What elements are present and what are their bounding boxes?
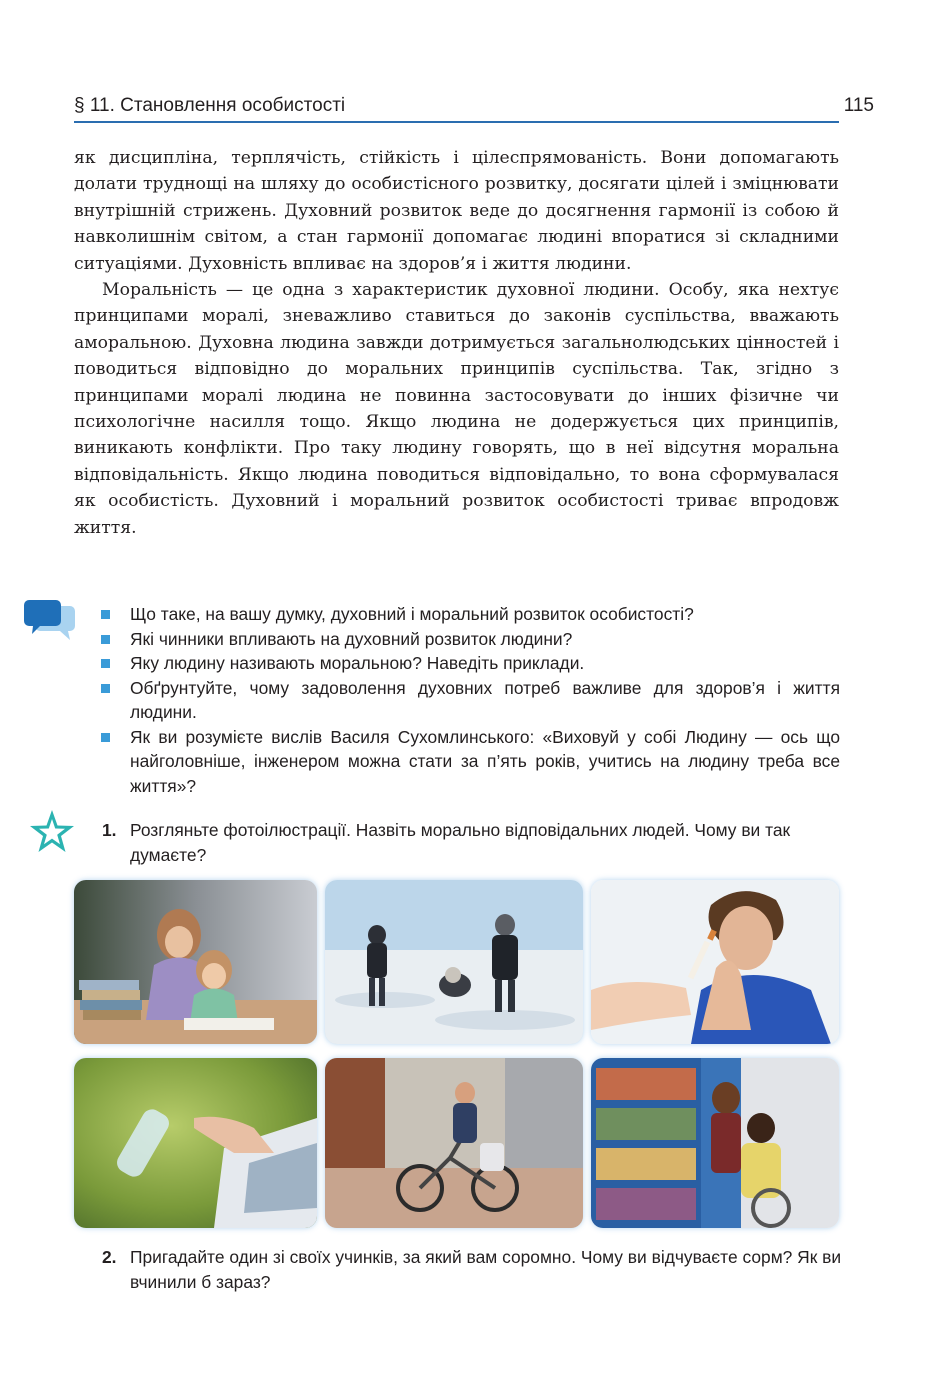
photo-cyclist-with-phone bbox=[325, 1058, 583, 1228]
bullet-icon bbox=[101, 684, 110, 693]
bullet-icon bbox=[101, 610, 110, 619]
question-item: Обґрунтуйте, чому задоволення духовних потреб важливе для здоров’я і життя людини. bbox=[100, 676, 840, 725]
section-title: § 11. Становлення особистості bbox=[74, 95, 346, 116]
paragraph-2: Моральність — це одна з характеристик духовної людини. Особу, яка нехтує принципами моралі, зневажливо ставиться до законів суспільства, вважають аморальною. Духовна людина завжди дотримується загальнолюдських цінностей і поводиться відповідно до моральних принципів суспільства. Так, згідно з принципами моралі людина не повинна застосовувати до інших фізичне чи психологічне насилля тощо. Якщо людина не додержується цих принципів, виникають конфлікти. Про таку людину говорять, що в неї відсутня моральна відповідальність. Якщо людина поводиться відповідально, то вона сформувалася як особистість. Духовний і моральний розвиток особистості триває впродовж життя. bbox=[74, 280, 839, 538]
photo-bottle-thrown-from-car bbox=[74, 1058, 317, 1228]
question-item: Як ви розумієте вислів Василя Сухомлинського: «Виховуй у собі Людину — ось що найголовніше, інженером можна стати за п’ять років, учитись на людину треба все життя»? bbox=[100, 725, 840, 799]
header-rule bbox=[74, 121, 839, 123]
star-icon bbox=[28, 808, 76, 856]
question-item: Яку людину називають моральною? Наведіть приклади. bbox=[100, 651, 840, 676]
photo-people-on-ice bbox=[325, 880, 583, 1044]
main-text bbox=[74, 145, 839, 541]
photo-girls-studying bbox=[74, 880, 317, 1044]
bullet-icon bbox=[101, 635, 110, 644]
page-number: 115 bbox=[843, 95, 874, 116]
bullet-icon bbox=[101, 659, 110, 668]
question-item: Які чинники впливають на духовний розвиток людини? bbox=[100, 627, 840, 652]
bullet-icon bbox=[101, 733, 110, 742]
question-item: Що таке, на вашу думку, духовний і моральний розвиток особистості? bbox=[100, 602, 840, 627]
task-text: Розгляньте фотоілюстрації. Назвіть морально відповідальних людей. Чому ви так думаєте? bbox=[130, 820, 791, 865]
paragraph-1: як дисципліна, терплячість, стійкість і цілеспрямованість. Вони допомагають долати труднощі на шляху до особистісного розвитку, досягати цілей і зміцнювати внутрішній стрижень. Духовний розвиток веде до досягнення гармонії із собою й навколишнім світом, а стан гармонії допомагає людині впоратися зі складними ситуаціями. Духовність впливає на здоров’я і життя людини. bbox=[74, 148, 839, 274]
questions-list bbox=[100, 602, 840, 798]
photo-refusing-cigarette bbox=[591, 880, 839, 1044]
task-1 bbox=[102, 818, 842, 867]
task-number: 1. bbox=[102, 820, 117, 840]
task-2 bbox=[102, 1245, 842, 1294]
page-header bbox=[74, 92, 874, 124]
task-text: Пригадайте один зі своїх учинків, за який вам соромно. Чому ви відчуваєте сорм? Як ви вчинили б зараз? bbox=[130, 1247, 842, 1292]
photo-library-wheelchair bbox=[591, 1058, 839, 1228]
task-number: 2. bbox=[102, 1247, 117, 1267]
speech-bubbles-icon bbox=[24, 598, 76, 644]
